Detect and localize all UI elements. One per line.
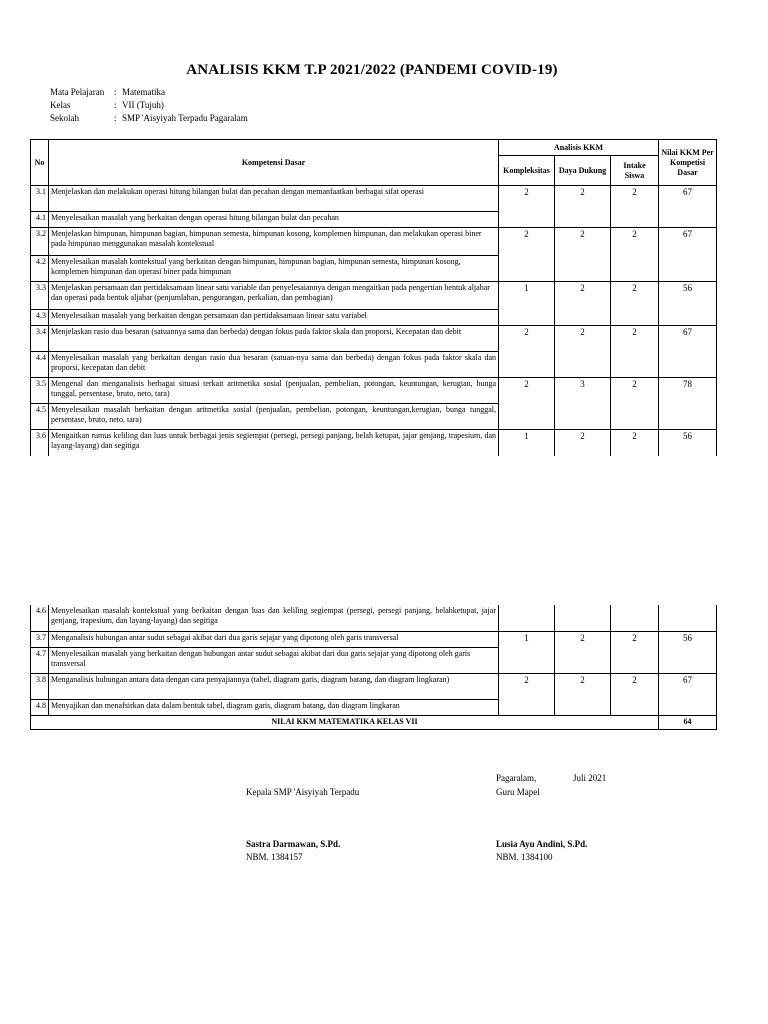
row-daya-dukung: [555, 605, 611, 631]
row-kd: Menyelesaikan masalah yang berkaitan dengan operasi hitung bilangan bulat dan pecahan: [49, 212, 499, 228]
sig-date: Juli 2021: [573, 773, 607, 783]
row-nilai: 56: [659, 282, 717, 326]
meta-value: VII (Tujuh): [122, 100, 164, 110]
row-kd: Menyelesaikan masalah berkaitan dengan aritmetika sosial (penjualan, pembelian, potongan, keuntungan,kerugian, bunga tunggal, persentase, bruto, neto, tara): [49, 404, 499, 430]
row-daya-dukung: 2: [555, 282, 611, 326]
row-no: 4.4: [31, 352, 49, 378]
table-row: [31, 631, 717, 647]
row-daya-dukung: 2: [555, 326, 611, 378]
total-row: [31, 715, 717, 729]
row-intake: 2: [611, 631, 659, 673]
row-kompleksitas: 2: [499, 378, 555, 430]
row-daya-dukung: 2: [555, 673, 611, 715]
row-intake: 2: [611, 378, 659, 430]
row-intake: 2: [611, 282, 659, 326]
meta-subject: [50, 86, 165, 99]
row-kd: Menyelesaikan masalah yang berkaitan dengan rasio dua besaran (satuan-nya sama dan berbeda) dengan fokus pada faktor skala dan proporsi, kecepatan dan debit: [49, 352, 499, 378]
row-kd: Menyelesaikan masalah kontekstual yang berkaitan dengan himpunan, himpunan bagian, himpunan semesta, himpunan kosong, komplemen himpunan dan operasi biner pada himpunan: [49, 256, 499, 282]
header-daya-dukung: Daya Dukung: [555, 156, 611, 186]
row-kompleksitas: 2: [499, 326, 555, 378]
row-daya-dukung: 2: [555, 186, 611, 228]
row-kompleksitas: 2: [499, 673, 555, 715]
table-row: [31, 673, 717, 699]
row-nilai: 67: [659, 326, 717, 378]
row-no: 4.1: [31, 212, 49, 228]
sig-right-role: Guru Mapel: [496, 787, 540, 797]
sig-left-name: Sastra Darmawan, S.Pd.: [246, 839, 341, 849]
row-nilai: [659, 605, 717, 631]
document-title: ANALISIS KKM T.P 2021/2022 (PANDEMI COVID-19): [186, 62, 558, 78]
meta-school: [50, 112, 248, 125]
table-row: [31, 605, 717, 631]
row-intake: [611, 605, 659, 631]
row-no: 3.2: [31, 228, 49, 256]
row-kd: Menganalisis hubungan antar sudut sebagai akibat dari dua garis sejajar yang dipotong oleh garis transversal: [49, 631, 499, 647]
row-no: 4.5: [31, 404, 49, 430]
row-kd: Menganalisis hubungan antara data dengan cara penyajiannya (tabel, diagram garis, diagram batang, dan diagram lingkaran): [49, 673, 499, 699]
row-no: 3.1: [31, 186, 49, 212]
row-no: 3.6: [31, 430, 49, 456]
row-kd: Menyelesaikan masalah yang berkaitan dengan persamaan dan pertidaksamaan linear satu variabel: [49, 310, 499, 326]
row-intake: 2: [611, 228, 659, 282]
row-no: 4.6: [31, 605, 49, 631]
kkm-table-part-2: [30, 605, 717, 730]
row-intake: 2: [611, 326, 659, 378]
row-kompleksitas: 1: [499, 631, 555, 673]
row-kd: Menjelaskan rasio dua besaran (satuannya sama dan berbeda) dengan fokus pada faktor skala dan proporsi, Kecepatan dan debit: [49, 326, 499, 352]
row-nilai: 67: [659, 186, 717, 228]
sig-place: Pagaralam,: [496, 773, 537, 783]
row-no: 3.7: [31, 631, 49, 647]
row-kompleksitas: 1: [499, 282, 555, 326]
header-no: No: [31, 140, 49, 186]
row-kompleksitas: 2: [499, 228, 555, 282]
row-no: 4.3: [31, 310, 49, 326]
header-kompleksitas: Kompleksitas: [499, 156, 555, 186]
row-kd: Menjelaskan persamaan dan pertidaksamaan linear satu variable dan penyelesaiannya dengan mengaitkan pada pengertian bentuk aljabar dan operasi pada bentuk aljabar (penjumlahan, pengurangan, perkalian, dan pembagian): [49, 282, 499, 310]
table-row: [31, 186, 717, 212]
table-row: [31, 282, 717, 310]
meta-label: Mata Pelajaran: [50, 87, 105, 97]
total-label: NILAI KKM MATEMATIKA KELAS VII: [31, 715, 659, 729]
meta-value: SMP 'Aisyiyah Terpadu Pagaralam: [122, 113, 248, 123]
header-kd: Kompetensi Dasar: [49, 140, 499, 186]
row-kd: Menyelesaikan masalah yang berkaitan dengan hubungan antar sudut sebagai akibat dari dua garis sejajar yang dipotong oleh garis transversal: [49, 647, 499, 673]
row-kd: Menyelesaikan masalah kontekstual yang berkaitan dengan luas dan keliling segiempat (persegi, persegi panjang, belahketupat, jajar genjang, trapesium, dan layang-layang) dan segitiga: [49, 605, 499, 631]
sig-right-name: Lusia Ayu Andini, S.Pd.: [496, 839, 588, 849]
row-no: 4.2: [31, 256, 49, 282]
row-kd: Mengenal dan menganalisis berbagai situasi terkait aritmetika sosial (penjualan, pembelian, potongan, keuntungan, kerugian, bunga tunggal, persentase, bruto, neto, tara): [49, 378, 499, 404]
meta-sep: :: [114, 87, 117, 97]
table-row: [31, 326, 717, 352]
table-row: [31, 430, 717, 456]
row-daya-dukung: 2: [555, 631, 611, 673]
row-kompleksitas: [499, 605, 555, 631]
row-nilai: 78: [659, 378, 717, 430]
sig-left-role: Kepala SMP 'Aisyiyah Terpadu: [246, 787, 360, 797]
header-nilai: Nilai KKM Per Kompetisi Dasar: [659, 140, 717, 186]
row-kd: Menjelaskan dan melakukan operasi hitung bilangan bulat dan pecahan dengan memanfaatkan berbagai sifat operasi: [49, 186, 499, 212]
row-intake: 2: [611, 673, 659, 715]
row-daya-dukung: 2: [555, 430, 611, 456]
meta-label: Sekolah: [50, 113, 79, 123]
meta-sep: :: [114, 100, 117, 110]
header-intake: Intake Siswa: [611, 156, 659, 186]
meta-class: [50, 99, 164, 112]
row-intake: 2: [611, 430, 659, 456]
row-no: 3.4: [31, 326, 49, 352]
row-kd: Menyajikan dan menafsirkan data dalam bentuk tabel, diagram garis, diagram batang, dan diagram lingkaran: [49, 699, 499, 715]
row-no: 4.7: [31, 647, 49, 673]
row-no: 3.5: [31, 378, 49, 404]
row-no: 3.3: [31, 282, 49, 310]
table-row: [31, 378, 717, 404]
sig-right-nbm: NBM. 1384100: [496, 852, 553, 862]
row-kd: Mengaitkan rumus keliling dan luas untuk berbagai jenis segiempat (persegi, persegi panjang, belah ketupat, jajar genjang, trapesium, dan layang-layang) dan segitiga: [49, 430, 499, 456]
table-row: [31, 228, 717, 256]
meta-label: Kelas: [50, 100, 71, 110]
meta-sep: :: [114, 113, 117, 123]
row-kompleksitas: 1: [499, 430, 555, 456]
row-daya-dukung: 3: [555, 378, 611, 430]
row-nilai: 56: [659, 631, 717, 673]
row-intake: 2: [611, 186, 659, 228]
row-nilai: 67: [659, 228, 717, 282]
meta-value: Matematika: [122, 87, 165, 97]
row-nilai: 56: [659, 430, 717, 456]
sig-left-nbm: NBM. 1384157: [246, 852, 303, 862]
row-kd: Menjelaskan himpunan, himpunan bagian, himpunan semesta, himpunan kosong, komplemen himpunan, dan melakukan operasi biner pada himpunan menggunakan masalah kontekstual: [49, 228, 499, 256]
row-no: 4.8: [31, 699, 49, 715]
total-value: 64: [659, 715, 717, 729]
row-daya-dukung: 2: [555, 228, 611, 282]
kkm-table-part-1: [30, 139, 717, 456]
header-analisis: Analisis KKM: [499, 140, 659, 156]
row-kompleksitas: 2: [499, 186, 555, 228]
row-nilai: 67: [659, 673, 717, 715]
row-no: 3.8: [31, 673, 49, 699]
